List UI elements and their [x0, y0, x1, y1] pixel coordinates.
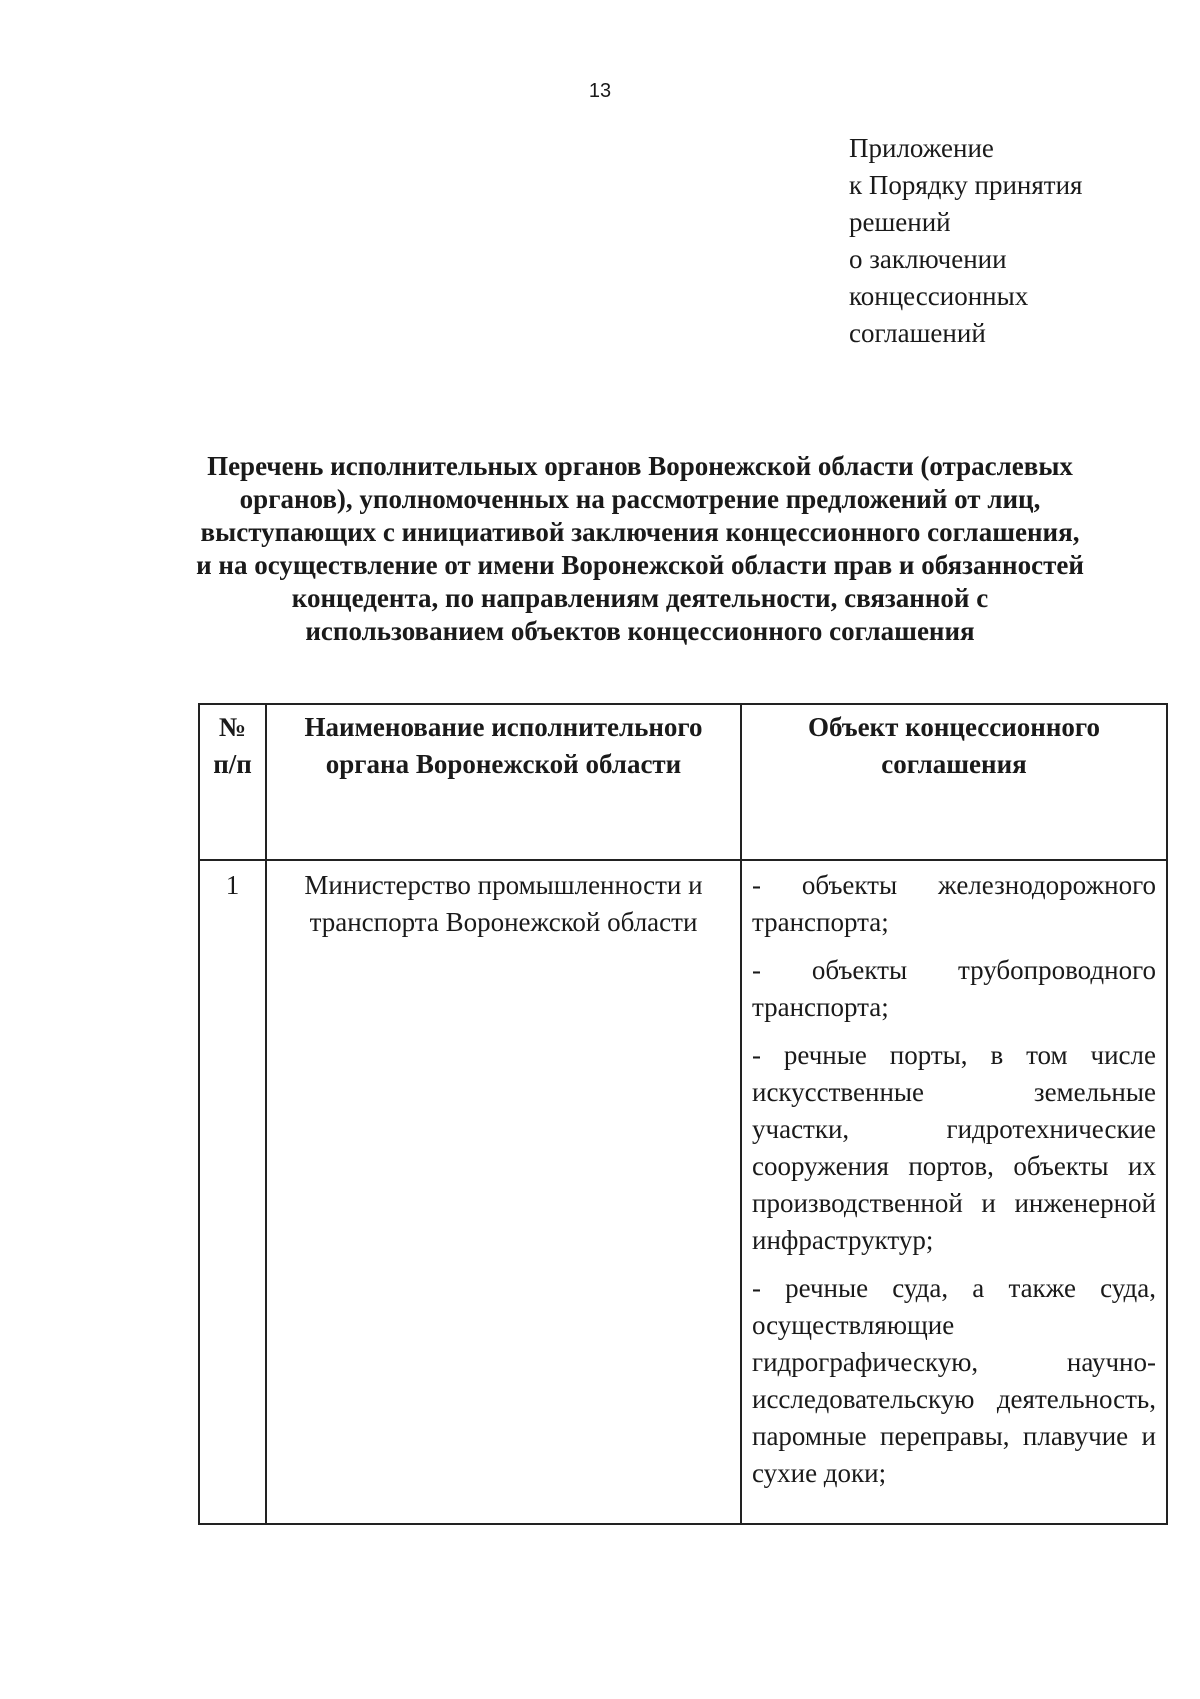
document-title: [150, 450, 1130, 648]
title-line: и на осуществление от имени Воронежской области прав и обязанностей: [196, 550, 1084, 580]
organization-line: Министерство промышленности и: [304, 870, 703, 900]
organization-line: транспорта Воронежской области: [309, 907, 698, 937]
header-object-line: Объект концессионного: [808, 712, 1100, 742]
row-number: 1: [199, 860, 266, 1524]
appendix-line: решений: [849, 207, 951, 237]
title-line: органов), уполномоченных на рассмотрение предложений от лиц,: [239, 484, 1041, 514]
table-header-row: [199, 704, 1167, 860]
concession-objects: [741, 860, 1167, 1524]
header-object: [741, 704, 1167, 860]
object-item: - речные порты, в том числе искусственные земельные участки, гидротехнические сооружения портов, объекты их производственной и инженерной инфраструктур;: [752, 1040, 1156, 1255]
object-item: - объекты железнодорожного транспорта;: [752, 870, 1156, 937]
appendix-line: Приложение: [849, 133, 994, 163]
title-line: использованием объектов концессионного соглашения: [305, 616, 975, 646]
header-number: [199, 704, 266, 860]
appendix-line: концессионных: [849, 281, 1029, 311]
header-organization: [266, 704, 741, 860]
concession-table: [198, 703, 1168, 1525]
appendix-note: [849, 130, 1179, 352]
object-item: - речные суда, а также суда, осуществляющие гидрографическую, научно-исследовательскую деятельность, паромные переправы, плавучие и сухие доки;: [752, 1273, 1156, 1488]
header-number-line: п/п: [213, 749, 252, 779]
organization-name: [266, 860, 741, 1524]
appendix-line: к Порядку принятия: [849, 170, 1083, 200]
table-row: [199, 860, 1167, 1524]
header-object-line: соглашения: [881, 749, 1027, 779]
header-number-line: №: [218, 712, 247, 742]
title-line: Перечень исполнительных органов Воронежской области (отраслевых: [207, 451, 1073, 481]
header-organization-line: Наименование исполнительного: [304, 712, 703, 742]
title-line: концедента, по направлениям деятельности, связанной с: [291, 583, 989, 613]
object-item: - объекты трубопроводного транспорта;: [752, 955, 1156, 1022]
title-line: выступающих с инициативой заключения концессионного соглашения,: [200, 517, 1080, 547]
appendix-line: соглашений: [849, 318, 986, 348]
appendix-line: о заключении: [849, 244, 1007, 274]
header-organization-line: органа Воронежской области: [325, 749, 682, 779]
page-number: 13: [588, 80, 612, 102]
